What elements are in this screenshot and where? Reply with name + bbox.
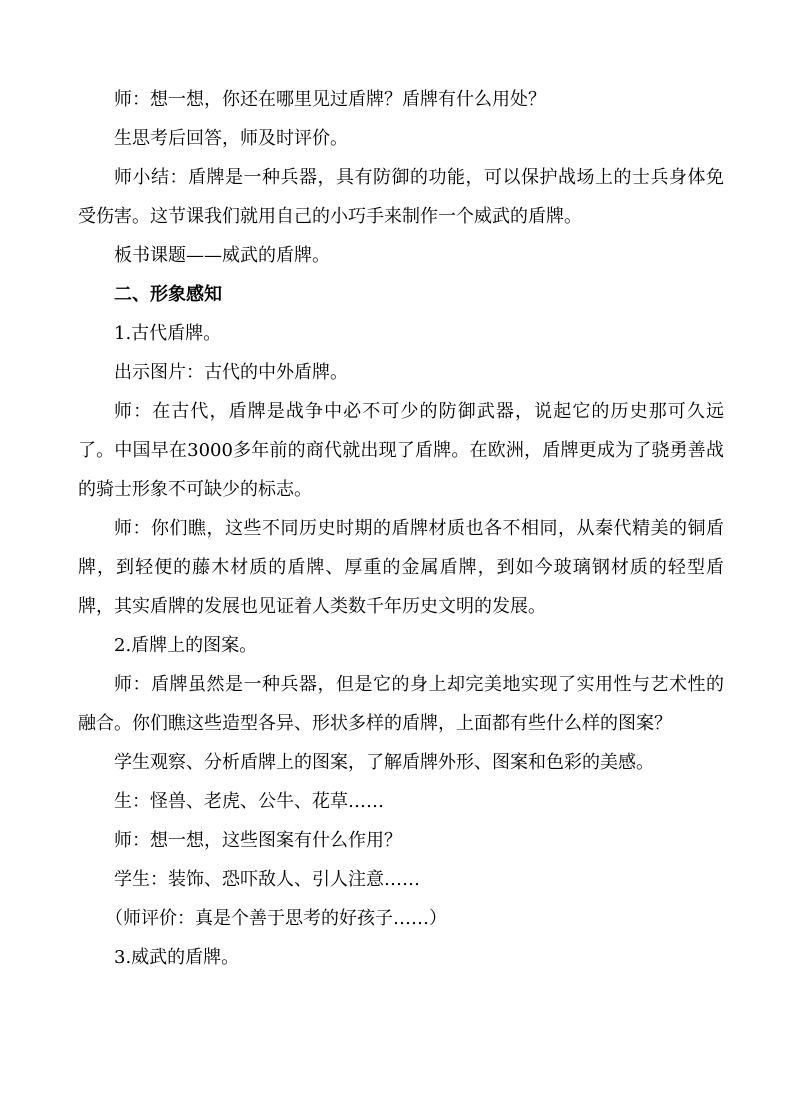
paragraph: 师：想一想，这些图案有什么作用？ [114, 830, 402, 851]
paragraph: 师：你们瞧，这些不同历史时期的盾牌材质也各不相同，从秦代精美的铜盾牌，到轻便的藤木材质的盾牌、厚重的金属盾牌，到如今玻璃钢材质的轻型盾牌，其实盾牌的发展也见证着人类数千年历史文明的发展。 [78, 518, 724, 617]
paragraph: 生：怪兽、老虎、公牛、花草…… [114, 791, 384, 812]
subsection-heading: 1.古代盾牌。 [114, 323, 222, 344]
paragraph: 师小结：盾牌是一种兵器，具有防御的功能，可以保护战场上的士兵身体免受伤害。这节课我们就用自己的小巧手来制作一个威武的盾牌。 [78, 167, 724, 227]
paragraph: 师：想一想，你还在哪里见过盾牌？盾牌有什么用处？ [114, 89, 546, 110]
paragraph: 学生观察、分析盾牌上的图案，了解盾牌外形、图案和色彩的美感。 [114, 752, 654, 773]
paragraph: 出示图片：古代的中外盾牌。 [114, 362, 348, 383]
paragraph: 生思考后回答，师及时评价。 [114, 128, 348, 149]
subsection-heading: 2.盾牌上的图案。 [114, 635, 258, 656]
document-body [78, 80, 724, 977]
section-heading: 二、形象感知 [114, 284, 222, 305]
paragraph: 板书课题——威武的盾牌。 [114, 245, 330, 266]
paragraph: （师评价：真是个善于思考的好孩子……） [105, 908, 447, 929]
paragraph: 师：盾牌虽然是一种兵器，但是它的身上却完美地实现了实用性与艺术性的融合。你们瞧这些造型各异、形状多样的盾牌，上面都有些什么样的图案？ [78, 674, 724, 734]
paragraph: 师：在古代，盾牌是战争中必不可少的防御武器，说起它的历史那可久远了。中国早在3000多年前的商代就出现了盾牌。在欧洲，盾牌更成为了骁勇善战的骑士形象不可缺少的标志。 [78, 401, 724, 500]
subsection-heading: 3.威武的盾牌。 [114, 947, 240, 968]
paragraph: 学生：装饰、恐吓敌人、引人注意…… [114, 869, 420, 890]
